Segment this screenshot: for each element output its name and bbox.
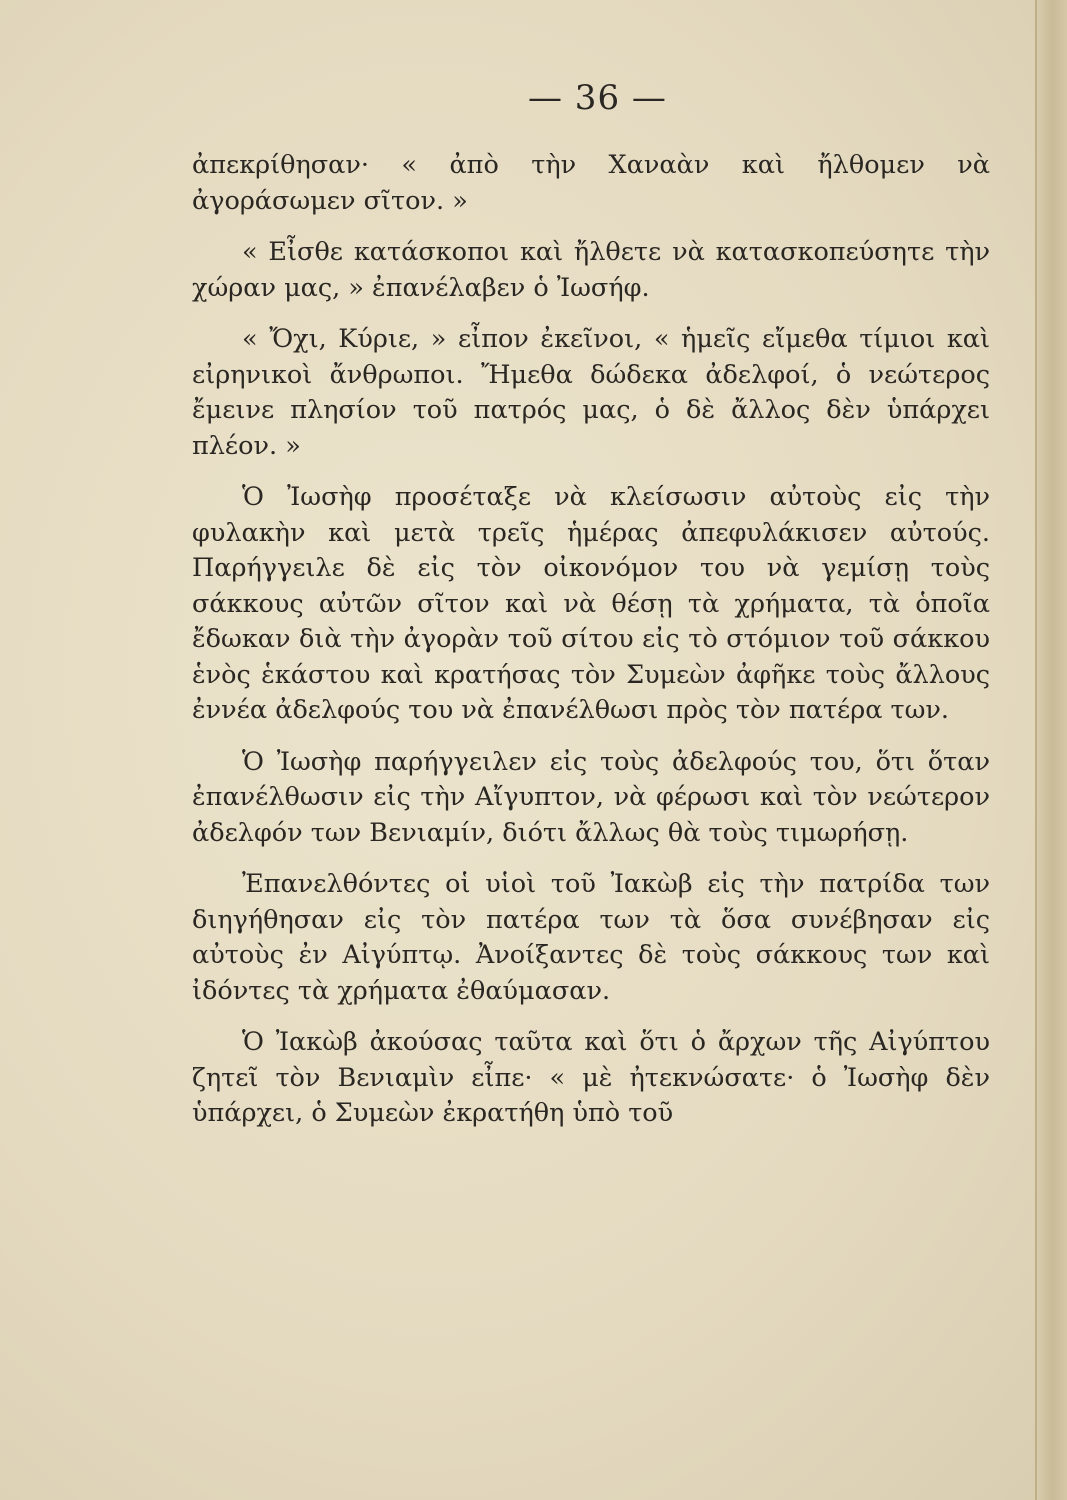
paragraph-1: ἀπεκρίθησαν· « ἀπὸ τὴν Χαναὰν καὶ ἤλθομεν νὰ ἀγοράσωμεν σῖτον. » — [192, 150, 990, 216]
body-text — [192, 148, 990, 1148]
page-edge — [1035, 0, 1067, 1500]
paragraph-3: « Ὄχι, Κύριε, » εἶπον ἐκεῖνοι, « ἡμεῖς εἴμεθα τίμιοι καὶ εἰρηνικοὶ ἄνθρωποι. Ἤμεθα δώδεκα ἀδελφοί, ὁ νεώτερος ἔμεινε πλησίον τοῦ πατρός μας, ὁ δὲ ἄλλος δὲν ὑπάρχει πλέον. » — [192, 324, 990, 461]
paragraph-2: « Εἶσθε κατάσκοποι καὶ ἤλθετε νὰ κατασκοπεύσητε τὴν χώραν μας, » ἐπανέλαβεν ὁ Ἰωσήφ. — [192, 237, 990, 303]
paragraph-5: Ὁ Ἰωσὴφ παρήγγειλεν εἰς τοὺς ἀδελφούς του, ὅτι ὅταν ἐπανέλθωσιν εἰς τὴν Αἴγυπτον, νὰ φέρωσι καὶ τὸν νεώτερον ἀδελφόν των Βενιαμίν, διότι ἄλλως θὰ τοὺς τιμωρήσῃ. — [192, 746, 990, 848]
paragraph-4: Ὁ Ἰωσὴφ προσέταξε νὰ κλείσωσιν αὐτοὺς εἰς τὴν φυλακὴν καὶ μετὰ τρεῖς ἡμέρας ἀπεφυλάκισεν αὐτούς. Παρήγγειλε δὲ εἰς τὸν οἰκονόμον του νὰ γεμίσῃ τοὺς σάκκους αὐτῶν σῖτον καὶ νὰ θέσῃ τὰ χρήματα, τὰ ὁποῖα ἔδωκαν διὰ τὴν ἀγορὰν τοῦ σίτου εἰς τὸ στόμιον τοῦ σάκκου ἑνὸς ἑκάστου καὶ κρατήσας τὸν Συμεὼν ἀφῆκε τοὺς ἄλλους ἐννέα ἀδελφούς του νὰ ἐπανέλθωσι πρὸς τὸν πατέρα των. — [192, 482, 990, 725]
paragraph-7: Ὁ Ἰακὼβ ἀκούσας ταῦτα καὶ ὅτι ὁ ἄρχων τῆς Αἰγύπτου ζητεῖ τὸν Βενιαμὶν εἶπε· « μὲ ἠτεκνώσατε· ὁ Ἰωσὴφ δὲν ὑπάρχει, ὁ Συμεὼν ἐκρατήθη ὑπὸ τοῦ — [192, 1027, 990, 1128]
paragraph-6: Ἐπανελθόντες οἱ υἱοὶ τοῦ Ἰακὼβ εἰς τὴν πατρίδα των διηγήθησαν εἰς τὸν πατέρα των τὰ ὅσα συνέβησαν εἰς αὐτοὺς ἐν Αἰγύπτῳ. Ἀνοίξαντες δὲ τοὺς σάκκους των καὶ ἰδόντες τὰ χρήματα ἐθαύμασαν. — [192, 869, 990, 1006]
page-number: — 36 — — [528, 78, 667, 118]
